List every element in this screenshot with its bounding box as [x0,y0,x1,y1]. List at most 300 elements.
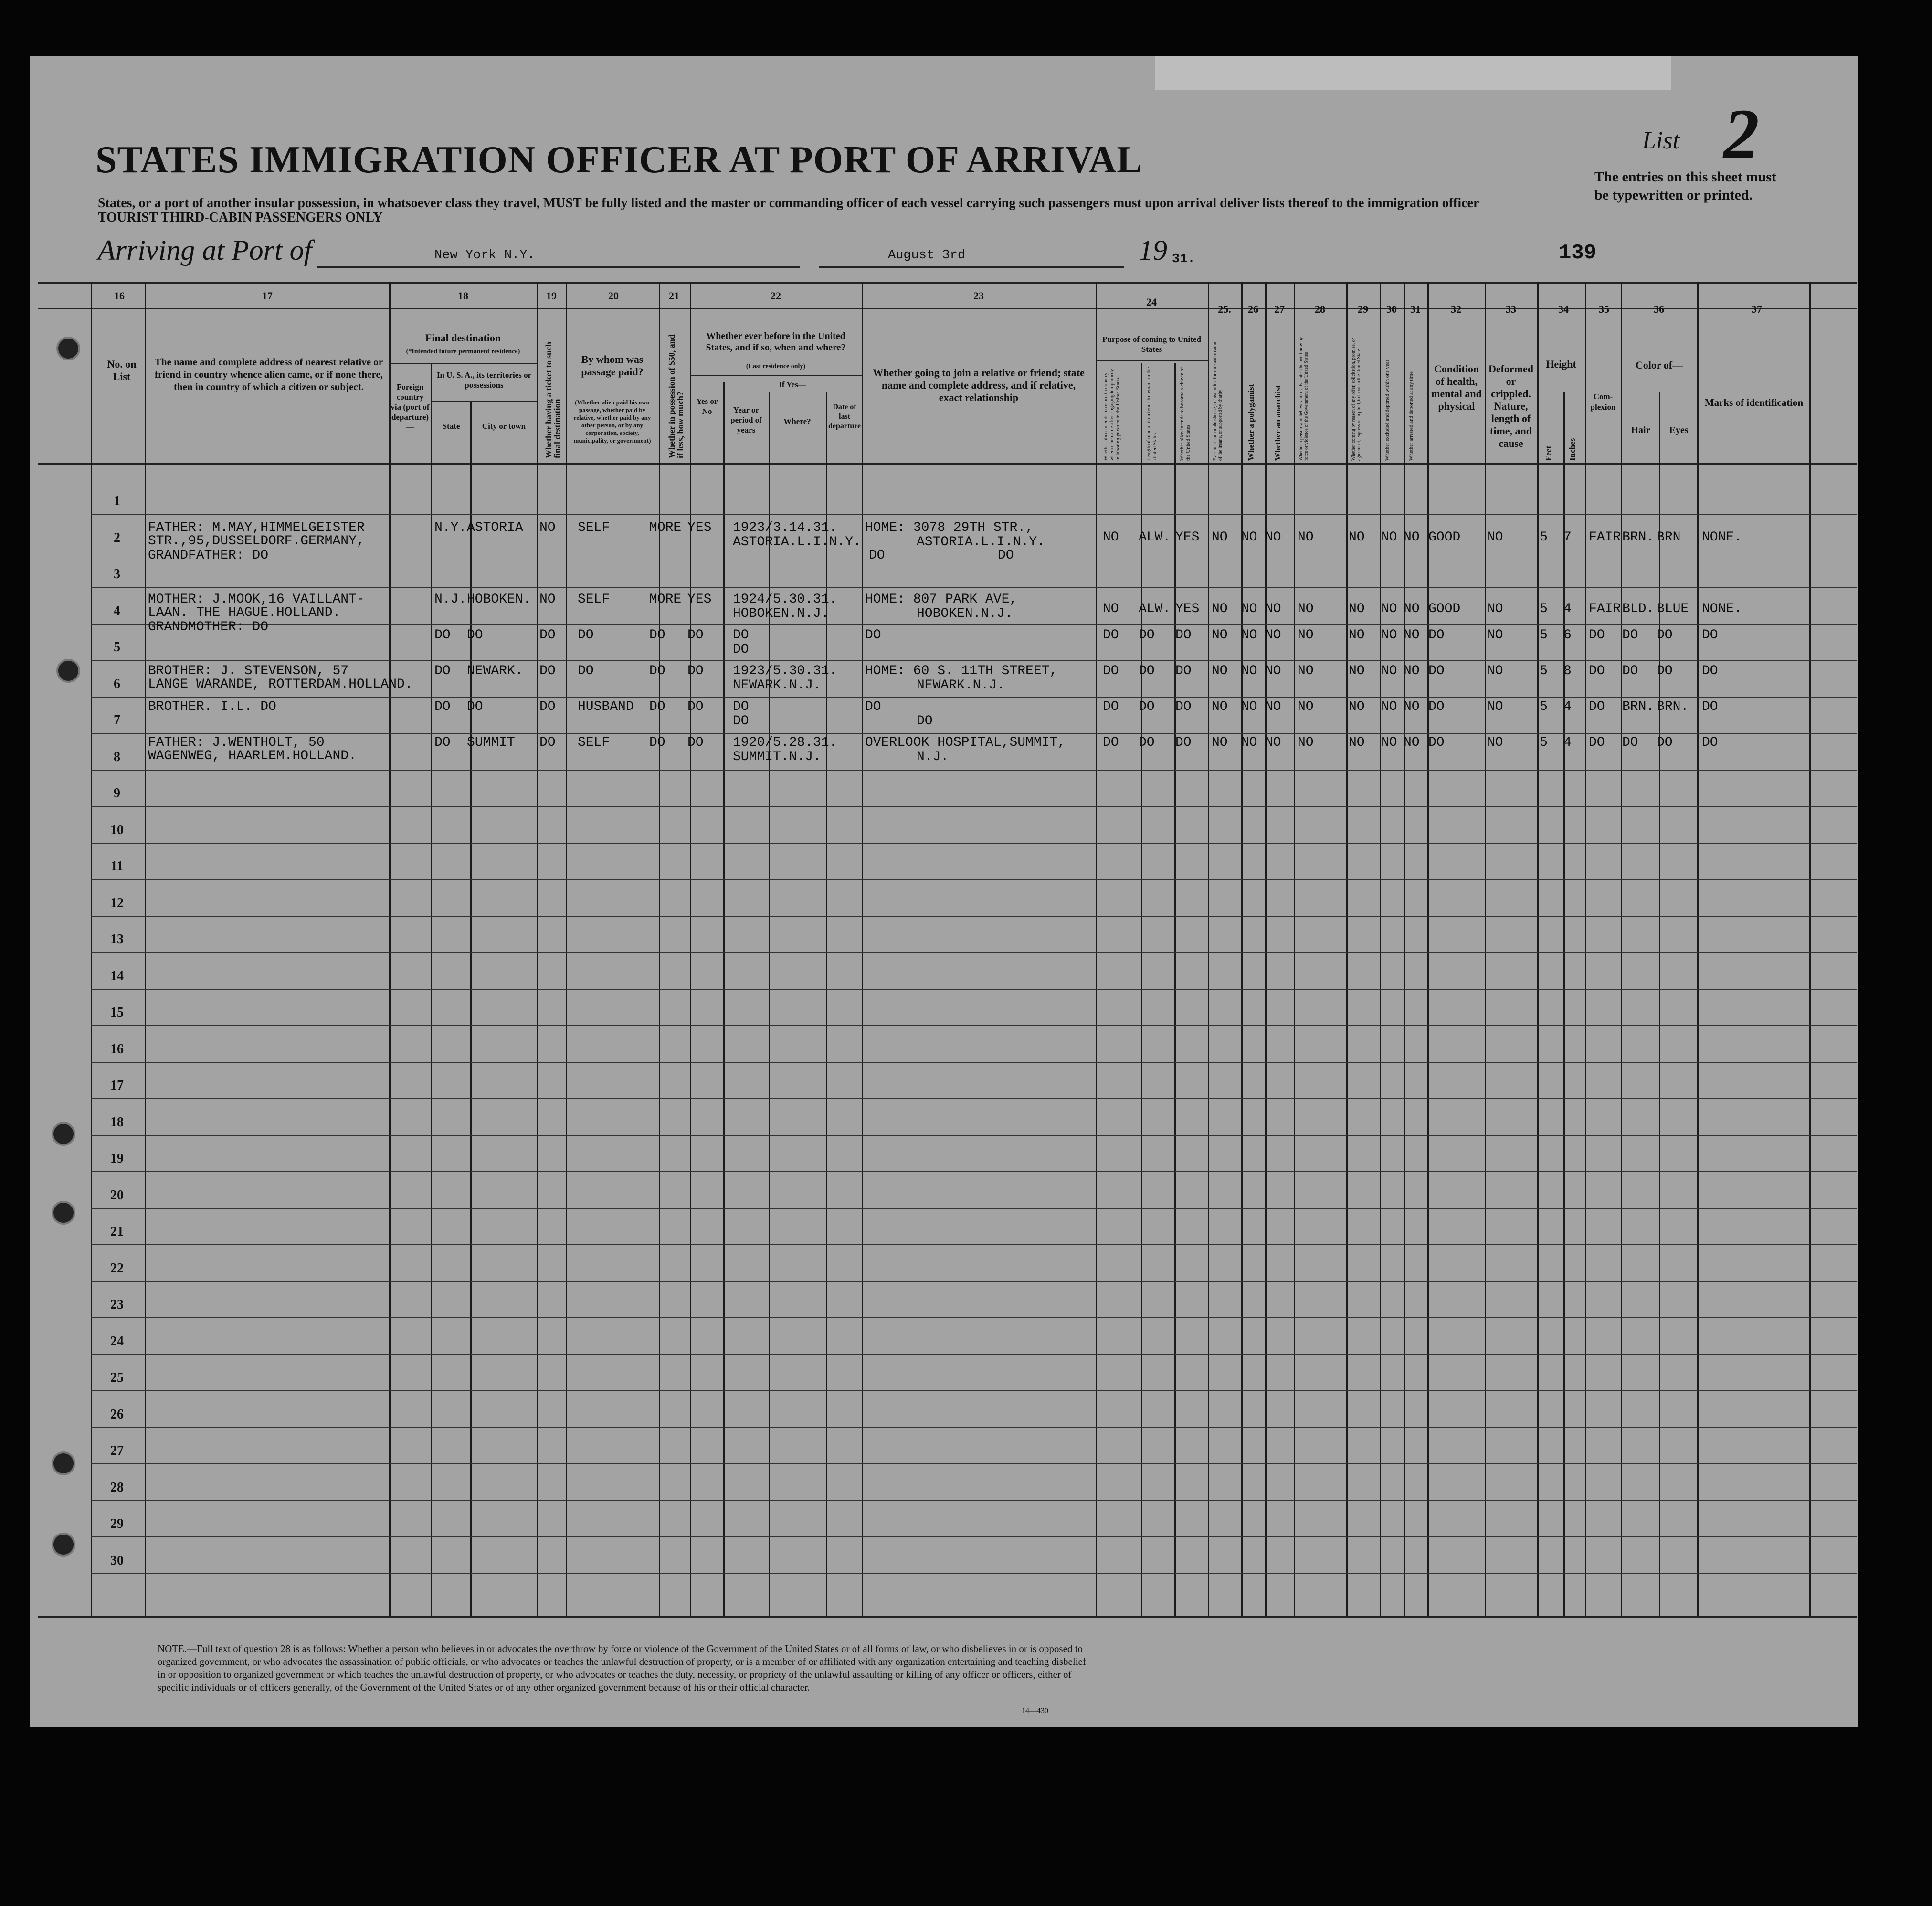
entry-state: DO [434,664,451,678]
header-if-yes: If Yes— [779,380,806,389]
entry-eyes: DO [1657,735,1673,750]
entry-length: ALW. [1139,530,1171,545]
row-rule [91,1317,1857,1318]
entry-join2: HOBOKEN.N.J. [917,606,1013,621]
header-no-on-list: No. on List [107,358,137,382]
entry-city: DO [467,699,483,714]
entry-q25: NO [1212,664,1228,678]
entry-deformed: NO [1487,628,1503,643]
row-number: 2 [114,530,120,545]
row-number: 22 [110,1260,124,1276]
entry-money: DO [649,699,665,714]
column-divider [826,392,827,1616]
entry-state: DO [434,628,451,643]
row-rule [91,1536,1857,1537]
entry-period: DO [733,628,749,643]
table-top-border [38,282,1857,284]
column-number: 17 [262,290,273,302]
form-title: STATES IMMIGRATION OFFICER AT PORT OF ARRIVAL [95,139,1143,181]
column-divider [862,282,863,1616]
punch-hole [56,659,80,683]
entry-q26: NO [1241,530,1257,545]
date-underline [819,266,1124,268]
entry-rel2: LANGE WARANDE, ROTTERDAM.HOLLAND. [148,677,413,692]
entry-intend: DO [1103,699,1119,714]
subheader-divider [1096,360,1208,361]
row-rule [91,1025,1857,1026]
entry-q27: NO [1265,628,1281,643]
header-possession-50: Whether in possession of $50, and if less, how much? [667,334,685,458]
entry-q30: NO [1381,664,1397,678]
entry-city: SUMMIT [467,735,515,750]
entry-q25: NO [1212,628,1228,643]
entry-where: HOBOKEN.N.J. [733,606,829,621]
entry-city: NEWARK. [467,664,523,678]
entry-deformed: NO [1487,664,1503,678]
table-bottom-border [38,1616,1857,1618]
column-divider [1427,282,1429,1616]
row-rule [91,1573,1857,1574]
header-deformed: Deformed or crippled. Nature, length of time, and cause [1488,363,1534,449]
entry-q27: NO [1265,602,1281,616]
row-rule [91,989,1857,990]
entry-join1: OVERLOOK HOSPITAL,SUMMIT, [865,735,1066,750]
entry-q28: NO [1298,602,1314,616]
entry-paid: SELF [578,520,610,535]
row-number: 16 [110,1041,124,1057]
header-final-destination-note: (*Intended future permanent residence) [406,348,520,355]
port-value: New York N.Y. [434,248,535,263]
entry-eyes: DO [1657,664,1673,678]
entry-complexion: FAIR [1589,602,1621,616]
year-suffix: 31. [1172,252,1195,266]
row-rule [91,879,1857,880]
entry-marks: DO [1702,699,1718,714]
entry-join-do: DO [998,548,1014,563]
entry-health: DO [1428,735,1445,750]
entry-marks: NONE. [1702,530,1742,545]
row-rule [91,1208,1857,1209]
entry-where: DO [733,714,749,729]
entry-q31: NO [1404,602,1420,616]
column-divider [1208,282,1209,1616]
subheader-divider [431,401,537,402]
list-label: List [1642,127,1680,154]
row-number: 29 [110,1516,124,1531]
entries-note-line-2: be typewritten or printed. [1594,187,1753,203]
entry-where: NEWARK.N.J. [733,678,821,693]
header-purpose-c: Whether alien intends to become a citizen of the United States [1179,367,1191,461]
entry-paid: DO [578,664,594,678]
header-city: City or town [482,422,526,431]
entry-feet: 5 [1540,664,1548,678]
column-divider [1265,282,1267,1616]
column-divider [1294,282,1295,1616]
column-number: 18 [458,290,468,302]
column-divider [1537,282,1539,1616]
entry-marks: NONE. [1702,602,1742,616]
entry-length: DO [1139,699,1155,714]
column-number: 36 [1654,303,1664,315]
row-rule [91,1281,1857,1282]
entry-q26: NO [1241,735,1257,750]
row-number: 14 [110,968,124,984]
entry-q25: NO [1212,602,1228,616]
entry-before: YES [687,592,712,607]
column-number: 32 [1451,303,1461,315]
row-rule [91,806,1857,807]
entry-q27: NO [1265,664,1281,678]
row-number: 20 [110,1187,124,1203]
page-number: 139 [1559,241,1597,265]
row-number: 25 [110,1370,124,1385]
entry-eyes: BLUE [1657,602,1689,616]
entry-rel3: GRANDFATHER: DO [148,548,269,563]
entry-q27: NO [1265,735,1281,750]
entry-q29: NO [1349,664,1365,678]
column-divider [470,401,472,1616]
entry-before: YES [687,520,712,535]
entry-q29: NO [1349,530,1365,545]
header-color-of: Color of— [1635,359,1683,371]
row-number: 28 [110,1480,124,1495]
column-divider [1404,282,1405,1616]
column-divider [723,382,725,1616]
column-number: 30 [1386,303,1397,315]
entry-complexion: DO [1589,699,1605,714]
row-rule [91,843,1857,844]
entry-q28: NO [1298,530,1314,545]
entry-deformed: NO [1487,699,1503,714]
entry-q25: NO [1212,699,1228,714]
entry-q31: NO [1404,664,1420,678]
header-q29: Whether coming by reason of any offer, solicitation, promise, or agreement, express or implied, to labor in the United States [1351,338,1362,461]
entry-hair: BLD. [1622,602,1655,616]
entry-q30: NO [1381,735,1397,750]
row-rule [91,1062,1857,1063]
entry-hair: DO [1622,664,1638,678]
attached-sheet-edge [1155,56,1671,90]
row-rule [91,1354,1857,1355]
row-number: 26 [110,1407,124,1422]
entry-money: MORE [649,592,682,607]
entry-paid: HUSBAND [578,699,634,714]
entry-intend: DO [1103,664,1119,678]
entry-complexion: FAIR [1589,530,1621,545]
entry-money: DO [649,664,665,678]
entry-period: DO [733,699,749,714]
row-rule [91,1135,1857,1136]
entry-q28: NO [1298,699,1314,714]
column-divider [1346,282,1348,1616]
row-rule [91,1171,1857,1172]
column-divider [1659,392,1660,1616]
row-number: 27 [110,1443,124,1458]
row-rule [91,1098,1857,1099]
column-number: 23 [973,290,984,302]
header-q31: Whether arrested and deported at any time [1408,371,1414,461]
entry-q29: NO [1349,628,1365,643]
entry-before: DO [687,735,704,750]
entry-ticket: DO [539,699,556,714]
entry-money: DO [649,735,665,750]
header-purpose-a: Whether alien intends to return to country whence he came after engaging temporarily in laboring pursuits in the United States [1103,369,1121,461]
header-anarchist: Whether an anarchist [1273,385,1282,461]
column-divider [1485,282,1486,1616]
column-divider [1096,282,1097,1616]
column-number: 27 [1274,303,1285,315]
entry-citizen: DO [1175,735,1192,750]
entry-join2: ASTORIA.L.I.N.Y. [917,535,1045,550]
entry-ticket: DO [539,664,556,678]
row-rule [91,1463,1857,1464]
entry-paid: DO [578,628,594,643]
header-foreign-country: Foreign country via (port of departure)— [391,382,430,432]
entry-q26: NO [1241,628,1257,643]
entry-hair: BRN. [1622,699,1655,714]
entry-eyes: BRN. [1657,699,1689,714]
punch-hole [52,1201,75,1225]
header-join-relative: Whether going to join a relative or friend; state name and complete address, and if relative, exact relationship [873,367,1085,403]
entry-marks: DO [1702,735,1718,750]
punch-hole [56,337,80,360]
entry-before: DO [687,664,704,678]
entry-q29: NO [1349,699,1365,714]
entry-join1: DO [865,699,881,714]
entry-eyes: DO [1657,628,1673,643]
entry-rel1: FATHER: J.WENTHOLT, 50 [148,735,325,750]
entry-q30: NO [1381,602,1397,616]
column-divider [389,282,391,1616]
row-number: 11 [110,859,124,874]
column-divider [769,392,770,1616]
entry-citizen: DO [1175,699,1192,714]
entry-join2: DO [917,714,933,729]
column-divider [1241,282,1243,1616]
entry-join1: HOME: 60 S. 11TH STREET, [865,664,1058,678]
entry-join2: N.J. [917,750,949,764]
entry-q30: NO [1381,699,1397,714]
entry-feet: 5 [1540,628,1548,643]
column-number: 16 [114,290,125,302]
entry-health: GOOD [1428,530,1461,545]
row-rule [91,514,1857,515]
row-rule [91,733,1857,734]
header-passage-paid: By whom was passage paid? [581,353,644,378]
entry-q28: NO [1298,664,1314,678]
entry-inches: 4 [1563,699,1572,714]
header-final-destination: Final destination [425,332,501,344]
entry-inches: 4 [1563,602,1572,616]
row-number: 23 [110,1297,124,1312]
entry-length: DO [1139,664,1155,678]
entry-hair: BRN. [1622,530,1655,545]
year-prefix: 19 [1139,234,1167,266]
row-number: 12 [110,895,124,911]
row-number: 19 [110,1151,124,1166]
row-rule [91,1500,1857,1501]
entry-q27: NO [1265,530,1281,545]
entry-ticket: NO [539,592,556,607]
column-divider [1697,282,1699,1616]
row-number: 6 [114,676,120,691]
entry-state: N.Y. [434,520,467,535]
row-rule [91,587,1857,588]
header-hair: Hair [1631,425,1650,435]
entry-inches: 7 [1563,530,1572,545]
column-number: 19 [546,290,557,302]
entry-paid: SELF [578,735,610,750]
entry-join1: DO [865,628,881,643]
header-ticket: Whether having a ticket to such final destination [544,341,562,458]
entry-rel1: BROTHER: J. STEVENSON, 57 [148,664,349,678]
row-rule [91,624,1857,625]
column-number: 26 [1248,303,1258,315]
entry-citizen: DO [1175,664,1192,678]
entry-complexion: DO [1589,664,1605,678]
entry-where: DO [733,642,749,657]
column-divider [1563,392,1565,1616]
entry-money: MORE [649,520,682,535]
column-divider [659,282,660,1616]
entry-q31: NO [1404,628,1420,643]
entry-city: ASTORIA [467,520,523,535]
entry-rel1: FATHER: M.MAY,HIMMELGEISTER [148,520,365,535]
header-marks: Marks of identification [1704,397,1804,408]
entry-eyes: BRN [1657,530,1681,545]
header-q30: Whether excluded and deported within one year [1384,360,1390,461]
header-year-period: Year or period of years [730,405,762,434]
column-number: 29 [1358,303,1368,315]
entry-q25: NO [1212,530,1228,545]
punch-hole [52,1533,75,1557]
column-divider [537,282,538,1616]
column-number: 24 [1146,296,1157,308]
port-underline [317,266,800,268]
column-divider [145,282,146,1616]
column-number: 33 [1506,303,1516,315]
column-number: 28 [1315,303,1325,315]
column-number-divider [38,308,1857,309]
list-number: 2 [1723,95,1759,174]
row-number: 10 [110,822,124,837]
entry-feet: 5 [1540,699,1548,714]
entry-city: DO [467,628,483,643]
header-complexion: Com- plexion [1590,392,1616,412]
entries-note [1594,168,1776,204]
entry-q27: NO [1265,699,1281,714]
column-divider [566,282,567,1616]
entry-rel2: STR.,95,DUSSELDORF.GERMANY, [148,534,365,549]
entry-deformed: NO [1487,602,1503,616]
column-number: 35 [1599,303,1609,315]
row-number: 30 [110,1553,124,1568]
row-rule [91,1244,1857,1245]
form-number: 14—430 [1022,1707,1048,1715]
subheader-divider [690,375,862,376]
header-feet: Feet [1544,445,1553,461]
header-height: Height [1546,358,1576,370]
row-number: 24 [110,1334,124,1349]
entry-health: DO [1428,699,1445,714]
entry-q30: NO [1381,530,1397,545]
row-number: 4 [114,603,120,618]
entry-where: SUMMIT.N.J. [733,750,821,764]
entry-q26: NO [1241,602,1257,616]
column-number: 21 [669,290,679,302]
entry-rel1: MOTHER: J.MOOK,16 VAILLANT- [148,592,365,607]
entry-q29: NO [1349,735,1365,750]
header-prison: Ever in prison or almshouse, or institution for care and treatment of the insane, or supported by charity [1213,337,1223,461]
entry-intend: DO [1103,628,1119,643]
header-passage-note: (Whether alien paid his own passage, whether paid by relative, whether paid by any other person, or by any corporation, society, municipality, or government) [573,399,651,444]
column-number: 25. [1218,303,1231,315]
entry-length: DO [1139,735,1155,750]
row-number: 21 [110,1224,124,1239]
row-rule [91,697,1857,698]
footnote-question-28: NOTE.—Full text of question 28 is as follows: Whether a person who believes in or advocates the overthrow by force or violence of the Government of the United States or of all forms of law, or who disbelieves in or is opposed to organized government, or who advocates the assassination of public officials, or who advocates or teaches the unlawful destruction of property, or is a member of or affiliated with any organization entertaining and teaching disbelief in or opposition to organized government or which teaches the unlawful destruction of property, or who advocates or teaches the duty, necessity, or propriety of the unlawful assaulting or killing of any officer or officers, either of specific individuals or of officers generally, of the Government of the United States or of any other organized government because of his or their official character. [158,1643,1086,1693]
row-rule [91,770,1857,771]
column-divider [1621,282,1622,1616]
entry-inches: 8 [1563,664,1572,678]
entry-period: 1920/5.28.31. [733,735,837,750]
row-number: 18 [110,1114,124,1130]
entry-join1: HOME: 807 PARK AVE, [865,592,1018,607]
entry-ticket: DO [539,735,556,750]
subheader-divider [389,363,537,364]
entry-feet: 5 [1540,602,1548,616]
column-divider [690,282,691,1616]
entry-citizen: DO [1175,628,1192,643]
punch-hole [52,1122,75,1146]
entry-q28: NO [1298,628,1314,643]
entry-citizen: YES [1175,602,1200,616]
row-number: 5 [114,640,120,655]
header-yes-or-no: Yes or No [696,397,718,416]
row-number: 1 [114,494,120,508]
punch-hole [52,1451,75,1475]
column-number: 22 [771,290,781,302]
entry-health: GOOD [1428,602,1461,616]
manifest-sheet [30,56,1858,1727]
row-number: 7 [114,713,120,728]
entry-inches: 4 [1563,735,1572,750]
entry-rel2: WAGENWEG, HAARLEM.HOLLAND. [148,749,357,763]
entry-paid: SELF [578,592,610,607]
row-rule [91,1427,1857,1428]
row-number: 8 [114,749,120,764]
column-number: 31 [1410,303,1421,315]
entry-q29: NO [1349,602,1365,616]
column-divider [91,282,92,1616]
header-q28: Whether a person who believes in or advocates the overthrow by force or violence of the Government of the United States [1299,337,1309,461]
entry-q30: NO [1381,628,1397,643]
entry-citizen: YES [1175,530,1200,545]
entry-q26: NO [1241,664,1257,678]
header-polygamist: Whether a polygamist [1246,384,1256,461]
entry-rel2: LAAN. THE HAGUE.HOLLAND. [148,605,341,620]
row-number: 13 [110,932,124,947]
row-number: 15 [110,1005,124,1020]
column-divider [1380,282,1381,1616]
entry-state: N.J. [434,592,467,607]
entry-rel3: GRANDMOTHER: DO [148,620,269,635]
entry-health: DO [1428,628,1445,643]
header-in-usa: In U. S. A., its territories or possessions [436,371,532,390]
entry-deformed: NO [1487,530,1503,545]
entry-health: DO [1428,664,1445,678]
entry-intend: NO [1103,602,1119,616]
